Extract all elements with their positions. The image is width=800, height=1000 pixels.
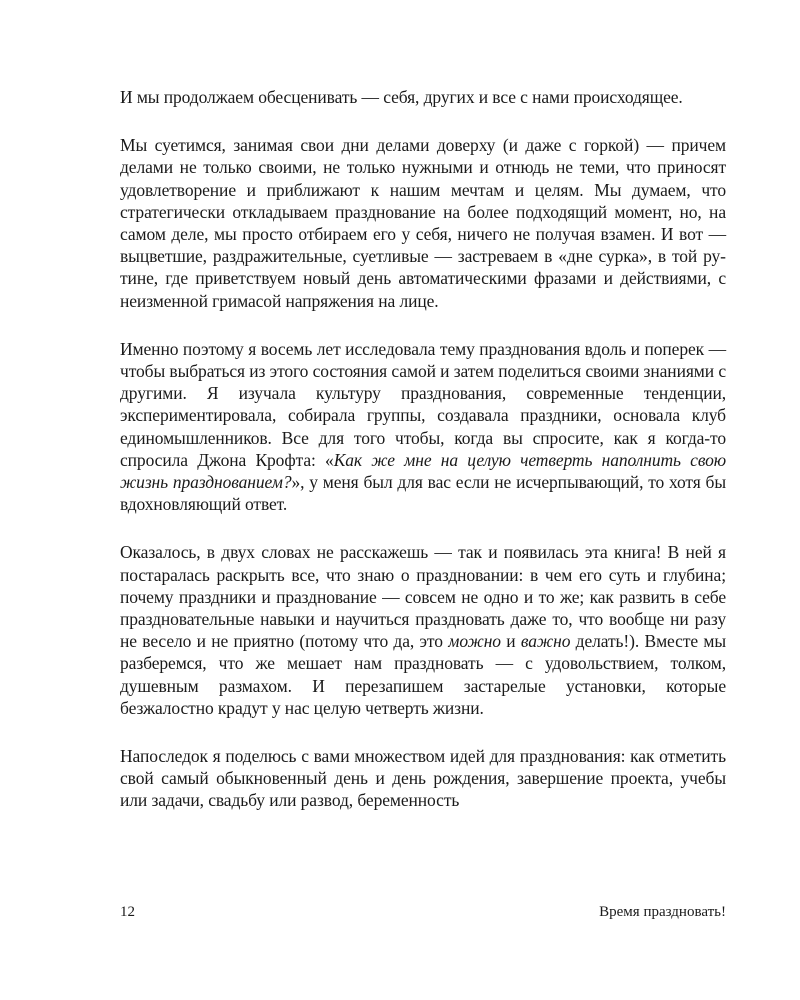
italic-text: Как же мне на целую четверть наполнить свою жизнь празднованием?: [120, 449, 726, 493]
running-title: Время праздновать!: [599, 904, 726, 920]
paragraph-p4: [120, 541, 726, 719]
paragraph-p3: [120, 338, 726, 516]
italic-text: можно: [448, 631, 501, 652]
text-run: и: [500, 631, 521, 652]
text-run: Оказалось, в двух словах не расскажешь — так и появилась эта книга! В ней я постаралась раскрыть все, что знаю о праздновании: в чем его суть и глубина; почему праздники и празднование — совсем не одно и то же; как развить в себе праздновательные навыки и научиться праздновать даже то, что вообще ни разу не весело и не приятно (потому что да, это: [120, 542, 726, 652]
page-footer: [120, 904, 726, 926]
paragraph-p5: [120, 745, 726, 812]
paragraph-p2: [120, 134, 726, 312]
text-run: И мы продолжаем обесценивать — себя, других и все с нами происходящее.: [120, 87, 683, 107]
body-text: [120, 86, 726, 838]
text-run: Мы суетимся, занимая свои дни делами доверху (и даже с горкой) — причем делами не только своими, не только нужными и отнюдь не теми, что приносят удовлетворение и приближают к нашим мечтам и целям. Мы думаем, что стратегически откладываем празднование на более подходящий момент, но, на самом деле, мы просто отбираем его у себя, ничего не получая взамен. И вот — выцветшие, раздражительные, суетливые — застреваем в «дне сурка», в той рутине, где приветствуем новый день автоматическими фразами и действиями, с неизменной гримасой напряжения на лице.: [120, 135, 726, 311]
page-number: 12: [120, 904, 135, 920]
paragraph-p1: [120, 86, 726, 108]
text-run: делать!). Вместе мы разберемся, что же мешает нам праздновать — с удовольствием, толком, душевным размахом. И перезапишем застарелые установки, которые безжалостно крадут у нас целую четверть жизни.: [120, 631, 727, 718]
text-run: Именно поэтому я восемь лет исследовала тему празднования вдоль и поперек — чтобы выбраться из этого состояния самой и затем поделиться своими знаниями с другими. Я изучала культуру празднования, современные тенденции, экспериментировала, собирала группы, создавала праздники, основала клуб единомышленников. Все для того чтобы, когда вы спросите, как я когда-то спросила Джона Крофта: «: [120, 338, 726, 470]
text-run: », у меня был для вас если не исчерпывающий, то хотя бы вдохновляющий ответ.: [120, 472, 726, 515]
text-run: Напоследок я поделюсь с вами множеством идей для празднования: как отметить свой самый обыкновенный день и день рождения, завершение проекта, учебы или задачи, свадьбу или развод, беременность: [120, 746, 726, 811]
italic-text: важно: [520, 631, 571, 652]
